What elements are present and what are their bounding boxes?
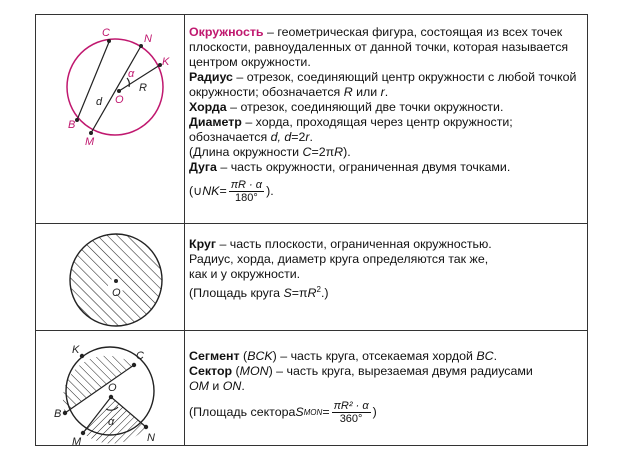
label-N: N xyxy=(147,432,155,444)
area-end: .) xyxy=(320,286,329,301)
circle-definition: – геометрическая фигура, состоящая из всех точек плоскости, равноудаленных от данной точки, которая называется центром окружности. xyxy=(189,25,569,69)
diameter-definition: – хорда, проходящая через центр окружности; обозначается xyxy=(189,115,513,144)
arc-fraction xyxy=(229,179,264,204)
arc-numerator: πR · α xyxy=(230,179,263,191)
label-alpha: α xyxy=(108,416,115,428)
length-end: ). xyxy=(343,145,351,159)
segment-sector-definitions xyxy=(189,349,584,425)
term-diameter: Диаметр xyxy=(189,115,242,129)
circle-figure xyxy=(36,15,184,223)
label-M: M xyxy=(85,136,95,148)
diameter-end: . xyxy=(309,130,313,144)
arc-symbol: ∪NK xyxy=(193,184,220,198)
arc-formula-close: ). xyxy=(266,184,274,198)
radius-symbol-r: r xyxy=(380,85,385,99)
label-d: d xyxy=(96,96,103,108)
sector-area-S: S xyxy=(295,405,304,419)
area-text: (Площадь круга xyxy=(189,286,284,301)
disk-definition: – часть плоскости, ограниченная окружностью. xyxy=(216,237,492,251)
disk-figure xyxy=(36,224,184,330)
disk-note: Радиус, хорда, диаметр круга определяются так же, как и у окружности. xyxy=(189,252,489,281)
segment-end: . xyxy=(493,349,498,363)
length-text: (Длина окружности xyxy=(189,145,303,159)
label-K: K xyxy=(162,56,170,68)
sector-definition: ) – часть круга, вырезаемая двумя радиусами xyxy=(268,364,533,378)
radius-end: . xyxy=(384,85,389,99)
radius-definition: – отрезок, соединяющий центр окружности с любой точкой окружности; обозначается xyxy=(189,70,577,99)
sector-area-formula xyxy=(189,400,377,425)
area-exponent: 2 xyxy=(316,285,321,294)
radius-symbol-R: R xyxy=(343,85,353,99)
label-R: R xyxy=(139,82,147,94)
area-R: R xyxy=(307,286,317,301)
term-sector: Сектор xyxy=(189,364,233,378)
label-O: O xyxy=(115,94,124,106)
sector-area-end: ) xyxy=(372,405,377,419)
sector-area-eq: = xyxy=(322,405,330,419)
label-O: O xyxy=(112,287,121,299)
arc-denominator: 180° xyxy=(234,192,258,204)
term-segment: Сегмент xyxy=(189,349,240,363)
segment-open: ( xyxy=(239,349,248,363)
label-C: C xyxy=(136,350,144,362)
label-N: N xyxy=(144,33,152,45)
sector-area-fraction xyxy=(332,400,371,425)
segment-sector-figure xyxy=(36,331,184,446)
length-C: C xyxy=(302,145,312,159)
arc-formula-open: ( xyxy=(189,184,194,198)
sector-area-denominator: 360° xyxy=(339,413,363,425)
length-R: R xyxy=(334,145,344,159)
definitions-table xyxy=(35,14,588,446)
radius-or: или xyxy=(352,85,381,99)
disk-definitions xyxy=(189,237,584,301)
label-B: B xyxy=(54,408,62,420)
label-C: C xyxy=(102,27,110,39)
term-circle: Окружность xyxy=(189,25,264,39)
sector-radius-2: ON xyxy=(222,379,242,393)
sector-area-text: (Площадь сектора xyxy=(189,405,296,419)
sector-end: . xyxy=(241,379,245,393)
arc-definition: – часть окружности, ограниченная двумя точками. xyxy=(216,160,511,174)
diameter-symbol: d, d xyxy=(270,130,292,144)
term-chord: Хорда xyxy=(189,100,227,114)
segment-name: BCK xyxy=(247,349,273,363)
chord-definition: – отрезок, соединяющий две точки окружности. xyxy=(226,100,504,114)
length-eq: =2π xyxy=(311,145,335,159)
diameter-eq: =2 xyxy=(291,130,306,144)
sector-radius-1: OM xyxy=(189,379,209,393)
sector-open: ( xyxy=(232,364,240,378)
label-alpha: α xyxy=(128,68,135,80)
sector-and: и xyxy=(208,379,223,393)
label-O: O xyxy=(108,382,117,394)
label-M: M xyxy=(72,436,82,446)
arc-eq: = xyxy=(219,184,227,198)
label-K: K xyxy=(72,344,80,356)
term-arc: Дуга xyxy=(189,160,217,174)
segment-definition: ) – часть круга, отсекаемая хордой xyxy=(272,349,477,363)
sector-area-sub: MON xyxy=(303,408,323,417)
column-divider xyxy=(184,15,185,445)
sector-name: MON xyxy=(239,364,269,378)
sector-area-numerator: πR² · α xyxy=(333,400,369,412)
segment-chord: BC xyxy=(476,349,494,363)
term-disk: Круг xyxy=(189,237,217,251)
circle-definitions xyxy=(189,25,584,204)
diameter-r: r xyxy=(305,130,310,144)
area-S: S xyxy=(283,286,292,301)
arc-formula xyxy=(189,179,274,204)
area-eq: =π xyxy=(291,286,308,301)
term-radius: Радиус xyxy=(189,70,233,84)
label-B: B xyxy=(68,119,76,131)
